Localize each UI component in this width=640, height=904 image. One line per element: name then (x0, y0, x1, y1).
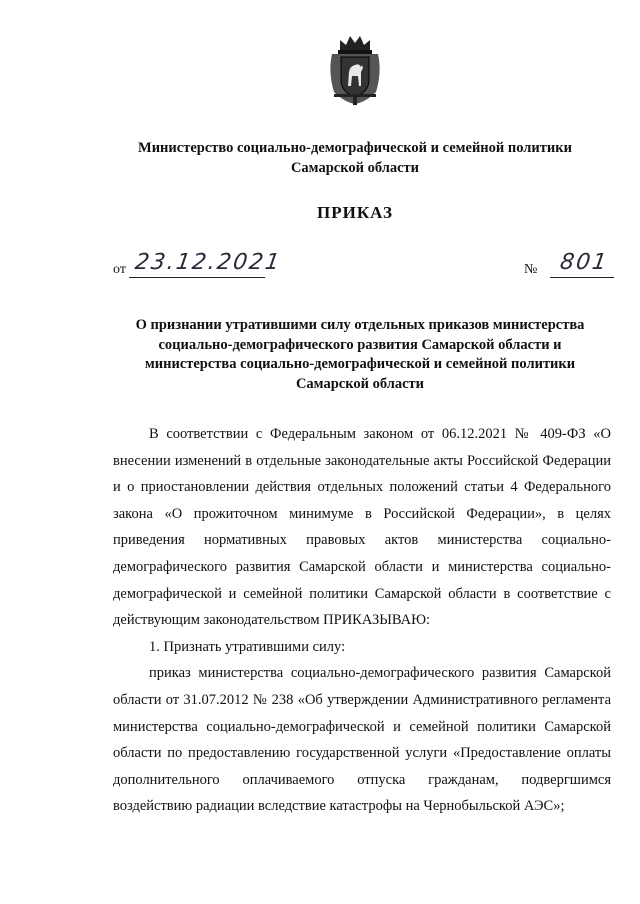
document-body (113, 421, 611, 820)
samara-region-coat-of-arms-icon (326, 32, 384, 106)
ministry-line-2: Самарской области (290, 160, 420, 176)
document-date: 23.12.2021 (129, 250, 269, 278)
subject-line: социально-демографического развития Самарской области и (158, 336, 562, 353)
document-number: 801 (550, 250, 618, 278)
subject-line: Самарской области (295, 375, 425, 392)
subject-line: О признании утратившими силу отдельных приказов министерства (135, 317, 585, 333)
document-subject (115, 316, 605, 394)
date-prefix: от (113, 262, 126, 277)
subject-line: министерства социально-демографической и семейной политики (144, 356, 576, 372)
preamble-paragraph: В соответствии с Федеральным законом от 06.12.2021 № 409-ФЗ «О внесении изменений в отдельные законодательные акты Российской Федерации и о приостановлении действия отдельных положений статьи 4 Федерального закона «О прожиточном минимуме в Российской Федерации», в целях приведения нормативных правовых актов министерства социально-демографического развития Самарской области и министерства социально-демографической и семейной политики Самарской области в соответствие с действующим законодательством ПРИКАЗЫВАЮ: (113, 426, 611, 629)
number-prefix: № (524, 262, 538, 277)
ministry-line-1: Министерство социально-демографической и семейной политики (138, 140, 572, 156)
ministry-name (60, 138, 640, 178)
document-type: ПРИКАЗ (317, 203, 393, 222)
item-1-paragraph: 1. Признать утратившими силу: (149, 638, 346, 655)
repealed-act-paragraph: приказ министерства социально-демографического развития Самарской области от 31.07.2012 № 238 «Об утверждении Административного регламента министерства социально-демографической и семейной политики Самарской области по предоставлению государственной услуги «Предоставление оплаты дополнительного оплачиваемого отпуска гражданам, подвергшимся воздействию радиации вследствие катастрофы на Чернобыльской АЭС»; (113, 665, 611, 815)
